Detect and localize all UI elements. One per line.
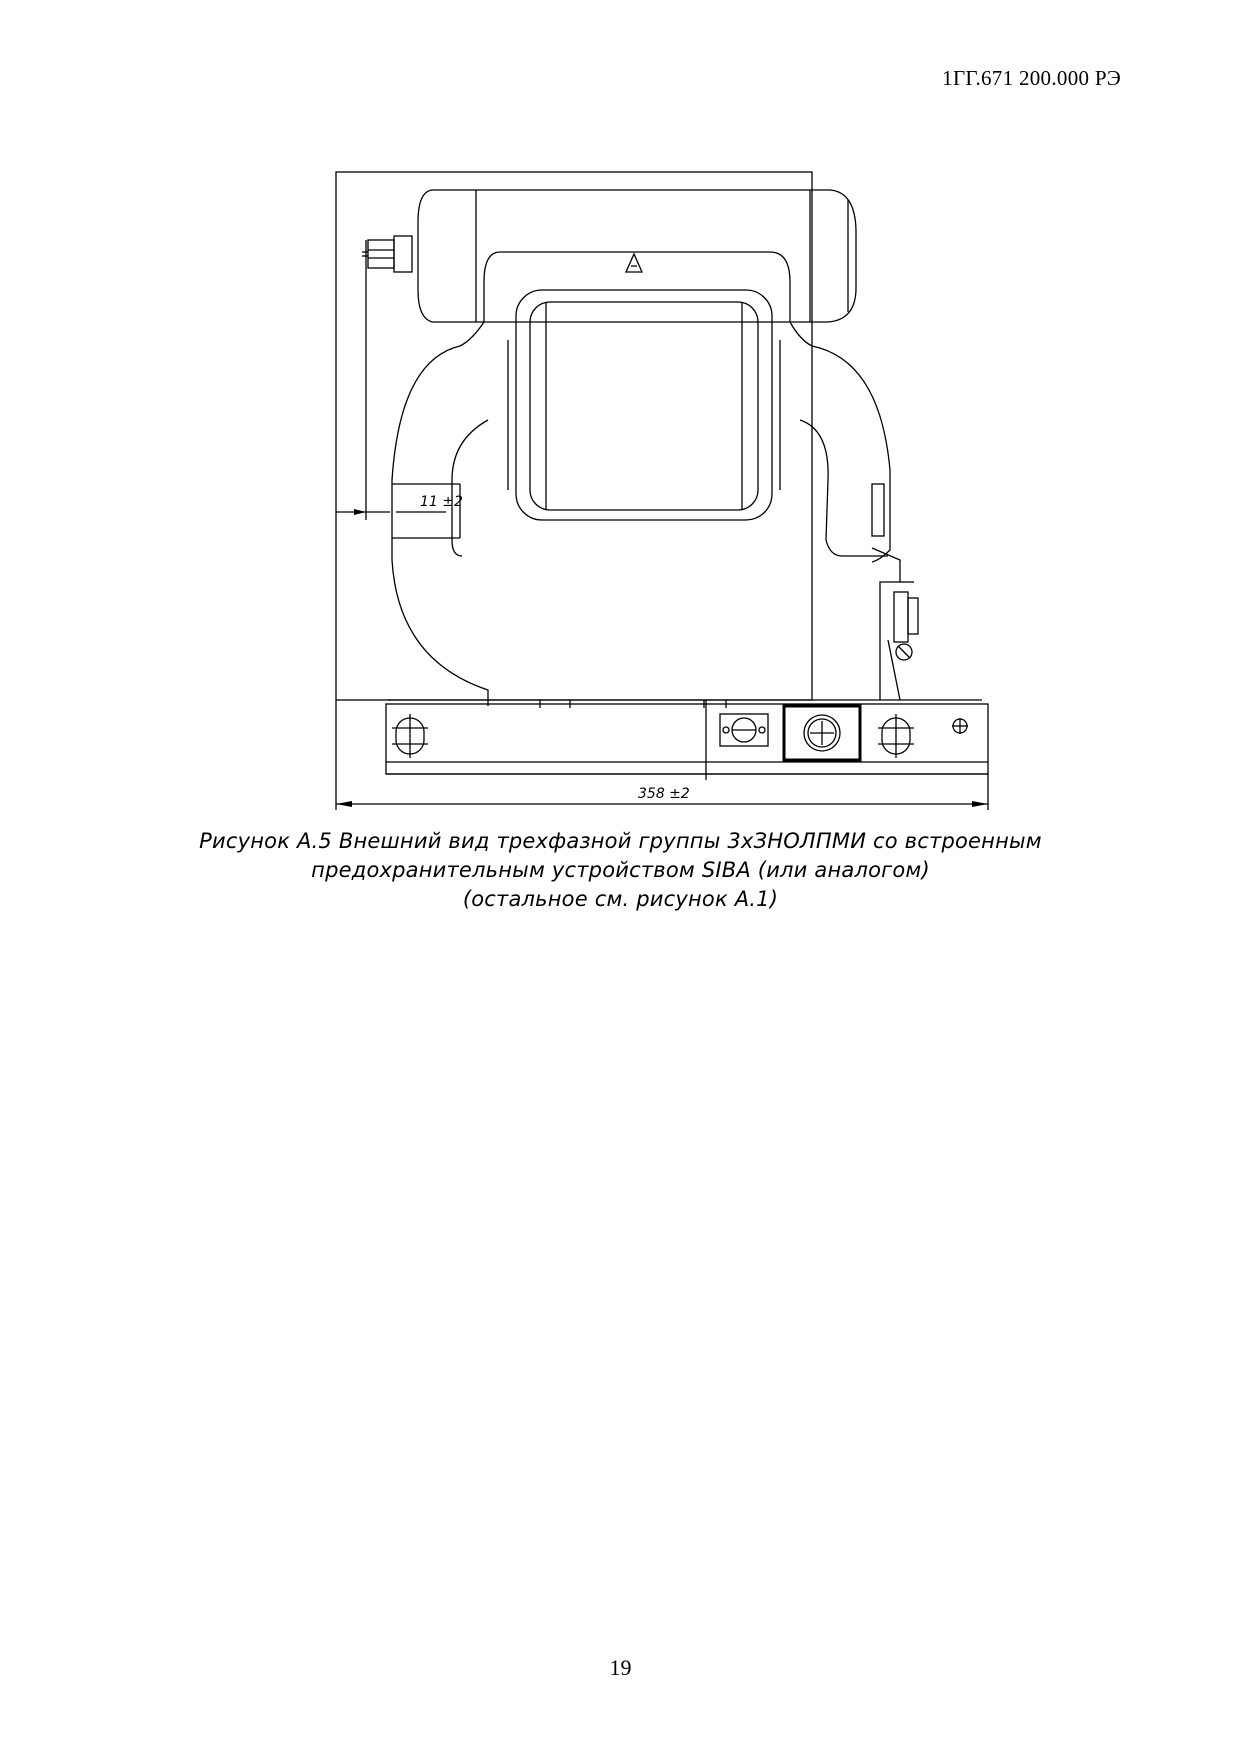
figure-caption	[0, 827, 1241, 914]
right-bracket	[872, 484, 918, 700]
base-rail	[386, 700, 988, 780]
svg-text:358 ±2: 358 ±2	[638, 786, 690, 802]
page-number: 19	[609, 1655, 632, 1680]
fuse-holder	[720, 706, 860, 760]
svg-text:11 ±2: 11 ±2	[420, 494, 463, 510]
document-code: 1ГГ.671 200.000 РЭ	[942, 66, 1121, 90]
caption-line-2: предохранительным устройством SIBA (или аналогом)	[311, 858, 930, 882]
terminal-bolt	[362, 236, 412, 272]
transformer-body	[392, 346, 488, 706]
dimension-11	[336, 484, 463, 538]
technical-drawing	[0, 0, 1241, 820]
dimension-358	[336, 700, 988, 810]
polarity-mark	[626, 254, 642, 272]
caption-line-1: Рисунок А.5 Внешний вид трехфазной группы 3хЗНОЛПМИ со встроенным	[199, 829, 1042, 853]
caption-line-3: (остальное см. рисунок А.1)	[462, 887, 779, 911]
mounting-plate-outline	[336, 172, 812, 700]
